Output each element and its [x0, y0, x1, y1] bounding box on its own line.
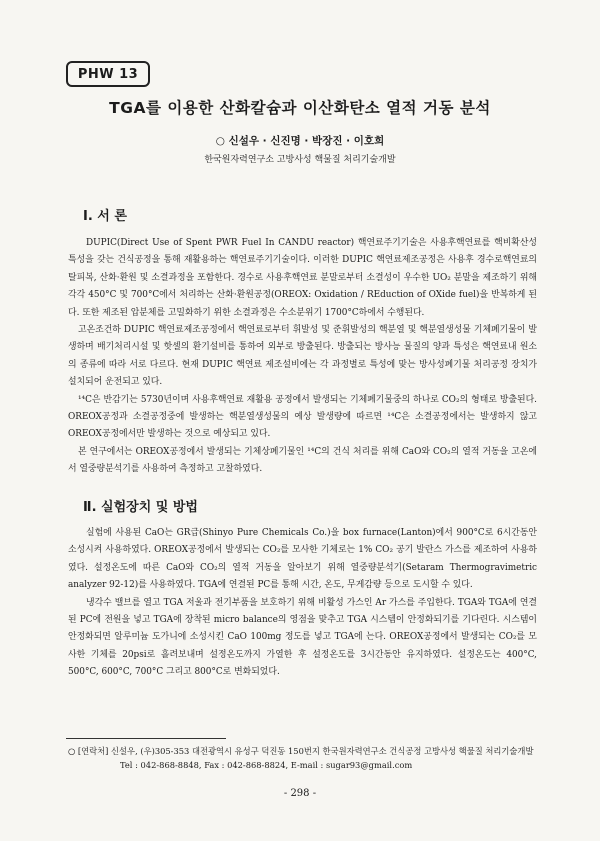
footnote	[68, 744, 538, 772]
affiliation: 한국원자력연구소 고방사성 핵물질 처리기술개발	[204, 155, 396, 165]
footnote-phone-email: Tel : 042-868-8848, Fax : 042-868-8824, E-mail : sugar93@gmail.com	[120, 760, 413, 770]
intro-paragraph: DUPIC(Direct Use of Spent PWR Fuel In CANDU reactor) 핵연료주기기술은 사용후핵연료를 핵비확산성 특성을 갖는 건식공정을 통해 재활용하는 핵연료주기기술이다. 이러한 DUPIC 핵연료제조공정은 사용후 경수로핵연료의 탈피복, 산화·환원 및 소결과정을 포함한다. 경수로 사용후핵연료 분말로부터 소결성이 우수한 UO₂ 분말을 제조하기 위해 각각 450°C 및 700°C에서 처리하는 산화·환원공정(OREOX: Oxidation / REduction of OXide fuel)을 반복하게 된다. 또한 제조된 압분체를 고밀화하기 위한 소결과정은 수소분위기 1700°C하에서 수행된다.	[68, 238, 537, 318]
paper-code-badge: PHW 13	[66, 61, 150, 87]
footnote-divider	[66, 738, 226, 739]
intro-paragraph: 본 연구에서는 OREOX공정에서 발생되는 기체상폐기물인 ¹⁴C의 건식 처리를 위해 CaO와 CO₂의 열적 거동을 고온에서 열중량분석기를 사용하여 측정하고 고찰하였다.	[68, 446, 537, 475]
footnote-contact: ○ [연락처] 신설우, (우)305-353 대전광역시 유성구 덕진동 150번지 한국원자력연구소 건식공정 고방사성 핵물질 처리기술개발	[68, 746, 534, 756]
section-heading-introduction: Ⅰ. 서 론	[83, 209, 127, 224]
methods-paragraph: 냉각수 밸브를 열고 TGA 저울과 전기부품을 보호하기 위해 비활성 가스인 Ar 가스를 주입한다. TGA와 TGA에 연결된 PC에 전원을 넣고 TGA에 장착된 micro balance의 영점을 맞추고 TGA 시스템이 안정화되기를 기다린다. 시스템이 안정화되면 알루미늄 도가니에 소성시킨 CaO 100mg 정도를 넣고 TGA에 는다. OREOX공정에서 발생되는 CO₂를 모사한 기체를 20psi로 흘려보내며 설정온도까지 가열한 후 설정온도를 3시간동안 유지하였다. 설정온도는 400°C, 500°C, 600°C, 700°C 그리고 800°C로 변화되었다.	[68, 597, 537, 678]
methods-paragraph: 실험에 사용된 CaO는 GR급(Shinyo Pure Chemicals Co.)을 box furnace(Lanton)에서 900°C로 6시간동안 소성시켜 사용하였다. OREOX공정에서 발생되는 CO₂를 모사한 기체로는 1% CO₂ 공기 발란스 가스를 제조하여 사용하였다. 설정온도에 따른 CaO와 CO₂의 열적 거동을 알아보기 위해 열중량분석기(Setaram Thermogravimetric analyzer 92-12)를 사용하였다. TGA에 연결된 PC를 통해 시간, 온도, 무게감량 등으로 도시할 수 있다.	[68, 528, 537, 591]
section-heading-methods: Ⅱ. 실험장치 및 방법	[83, 500, 198, 515]
intro-paragraph: ¹⁴C은 반감기는 5730년이며 사용후핵연료 재활용 공정에서 발생되는 기체폐기물중의 하나로 CO₂의 형태로 방출된다. OREOX공정과 소결공정중에 발생하는 핵분열생성물의 예상 발생량에 따르면 ¹⁴C은 소결공정에서는 발생하지 않고 OREOX공정에서만 발생하는 것으로 예상되고 있다.	[68, 394, 537, 440]
paper-title: TGA를 이용한 산화칼슘과 이산화탄소 열적 거동 분석	[109, 99, 491, 117]
introduction-body	[68, 235, 537, 479]
page-number: - 298 -	[283, 788, 317, 799]
intro-paragraph: 고온조건하 DUPIC 핵연료제조공정에서 핵연료로부터 휘발성 및 준휘발성의 핵분열 및 핵분열생성물 기체폐기물이 발생하며 배기처리시설 및 핫셀의 환기설비를 통하여 외부로 방출된다. 방출되는 방사능 물질의 양과 특성은 핵연료내 원소의 종류에 따라 서로 다르다. 현재 DUPIC 핵연료 제조설비에는 각 과정별로 특성에 맞는 방사성폐기물 처리공정 장치가 설치되어 운전되고 있다.	[68, 325, 537, 388]
author-list: ○ 신설우 · 신진명 · 박장진 · 이호희	[215, 135, 385, 147]
methods-body	[68, 525, 537, 682]
